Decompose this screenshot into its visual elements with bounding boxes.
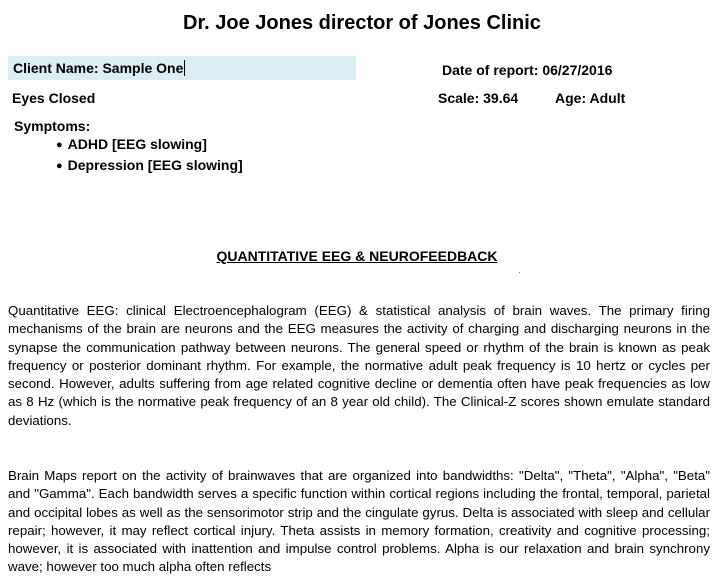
client-name-field[interactable] <box>8 56 356 80</box>
client-name-value[interactable]: Sample One <box>102 60 184 76</box>
divider <box>519 272 520 273</box>
bullet-icon: ● <box>56 160 63 172</box>
age-value: Adult <box>589 90 626 106</box>
paragraph-brain-maps: Brain Maps report on the activity of brainwaves that are organized into bandwidths: "Delta", "Theta", "Alpha", "Beta" and "Gamma". Each bandwidth serves a specific function within cortical regions including the frontal, temporal, parietal and occipital lobes as well as the sensorimotor strip and the cingulate gyrus. Delta is associated with sleep and cellular repair; however, it may reflect cortical injury. Theta assists in memory formation, creativity and cognitive processing; however, it is associated with inattention and impulse control problems. Alpha is our relaxation and brain synchrony wave; however too much alpha often reflects <box>8 468 710 575</box>
age-label: Age: <box>555 90 587 106</box>
eyes-condition: Eyes Closed <box>12 90 96 106</box>
date-of-report <box>442 61 612 79</box>
symptom-text: Depression [EEG slowing] <box>67 157 243 173</box>
symptoms-list <box>56 134 243 176</box>
date-label: Date of report: <box>442 62 539 78</box>
symptom-item <box>56 155 243 176</box>
age <box>555 89 625 107</box>
text-cursor <box>184 60 185 76</box>
page-title: Dr. Joe Jones director of Jones Clinic <box>183 12 541 34</box>
symptom-text: ADHD [EEG slowing] <box>67 136 207 152</box>
bullet-icon: ● <box>56 139 63 151</box>
title-bar <box>0 0 724 46</box>
scale-label: Scale: <box>438 90 480 106</box>
section-heading: QUANTITATIVE EEG & NEUROFEEDBACK <box>216 248 498 264</box>
symptom-item <box>56 134 243 155</box>
client-name-label: Client Name: <box>13 60 99 76</box>
date-value: 06/27/2016 <box>542 62 613 78</box>
symptoms-label: Symptoms: <box>14 118 91 134</box>
paragraph-qeeg: Quantitative EEG: clinical Electroencephalogram (EEG) & statistical analysis of brain waves. The primary firing mechanisms of the brain are neurons and the EEG measures the activity of charging and discharging neurons in the synapse the communication pathway between neurons. The general speed or rhythm of the brain is known as peak frequency or posterior dominant rhythm. For example, the normative adult peak frequency is 10 hertz or cycles per second. However, adults suffering from age related cognitive decline or dementia often have peak frequencies as low as 8 Hz (which is the normative peak frequency of an 8 year old child). The Clinical-Z scores shown emulate standard deviations. <box>8 303 710 428</box>
scale-value: 39.64 <box>483 90 519 106</box>
scale <box>438 89 518 107</box>
